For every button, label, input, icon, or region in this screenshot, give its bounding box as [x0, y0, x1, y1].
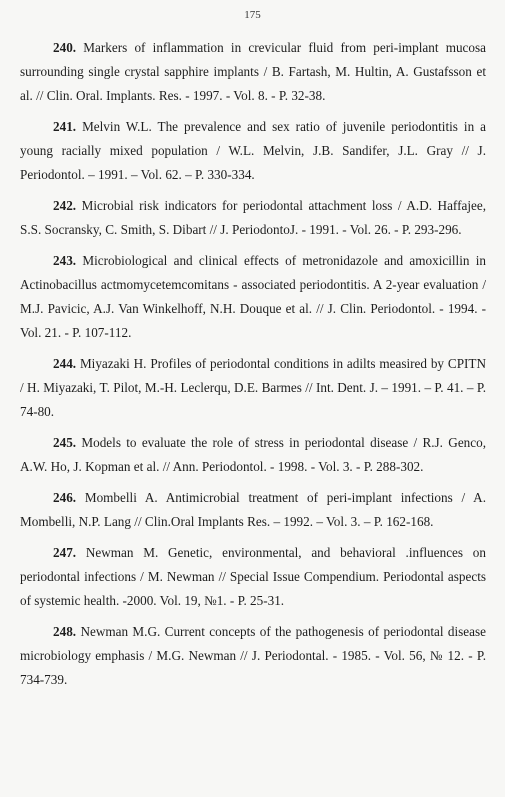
reference-number: 247.	[53, 545, 77, 560]
reference-entry	[20, 194, 486, 242]
reference-number: 245.	[53, 435, 77, 450]
reference-entry	[20, 115, 486, 187]
reference-text: Newman M. Genetic, environmental, and behavioral .influences on periodontal infections / M. Newman // Special Issue Compendium. Periodontal aspects of systemic health. -2000. Vol. 19, №1. - P. 25-31.	[20, 545, 486, 608]
reference-number: 246.	[53, 490, 77, 505]
reference-text: Microbial risk indicators for periodontal attachment loss / A.D. Haffajee, S.S. Socransky, C. Smith, S. Dibart // J. PeriodontoJ. - 1991. - Vol. 26. - P. 293-296.	[20, 198, 486, 237]
reference-text: Models to evaluate the role of stress in periodontal disease / R.J. Genco, A.W. Ho, J. Kopman et al. // Ann. Periodontol. - 1998. - Vol. 3. - P. 288-302.	[20, 435, 487, 474]
reference-entry	[20, 36, 486, 108]
reference-list	[20, 36, 486, 699]
reference-text: Melvin W.L. The prevalence and sex ratio of juvenile periodontitis in a young racially mixed population / W.L. Melvin, J.B. Sandifer, J.L. Gray // J. Periodontol. – 1991. – Vol. 62. – P. 330-334.	[20, 119, 486, 182]
reference-number: 240.	[53, 40, 77, 55]
reference-number: 241.	[53, 119, 77, 134]
reference-entry	[20, 431, 486, 479]
reference-text: Markers of inflammation in crevicular fluid from peri-implant mucosa surrounding single crystal sapphire implants / B. Fartash, M. Hultin, A. Gustafsson et al. // Clin. Oral. Implants. Res. - 1997. - Vol. 8. - P. 32-38.	[20, 40, 486, 103]
reference-entry	[20, 352, 486, 424]
reference-text: Miyazaki H. Profiles of periodontal conditions in adilts measired by CPITN / H. Miyazaki, T. Pilot, M.-H. Leclerqu, D.E. Barmes // Int. Dent. J. – 1991. – P. 41. – P. 74-80.	[20, 356, 486, 419]
reference-entry	[20, 620, 486, 692]
reference-entry	[20, 249, 486, 345]
reference-number: 242.	[53, 198, 77, 213]
reference-number: 244.	[53, 356, 77, 371]
reference-text: Mombelli A. Antimicrobial treatment of peri-implant infections / A. Mombelli, N.P. Lang // Clin.Oral Implants Res. – 1992. – Vol. 3. – P. 162-168.	[20, 490, 486, 529]
reference-entry	[20, 486, 486, 534]
reference-number: 243.	[53, 253, 77, 268]
reference-text: Newman M.G. Current concepts of the pathogenesis of periodontal disease microbiology emphasis / M.G. Newman // J. Periodontal. - 1985. - Vol. 56, № 12. - P. 734-739.	[20, 624, 486, 687]
page-number: 175	[244, 9, 261, 21]
reference-text: Microbiological and clinical effects of metronidazole and amoxicillin in Actinobacillus actmomycetemcomitans - associated periodontitis. A 2-year evaluation / M.J. Pavicic, A.J. Van Winkelhoff, N.H. Douque et al. // J. Clin. Periodontol. - 1994. - Vol. 21. - P. 107-112.	[20, 253, 487, 340]
reference-number: 248.	[53, 624, 77, 639]
reference-entry	[20, 541, 486, 613]
